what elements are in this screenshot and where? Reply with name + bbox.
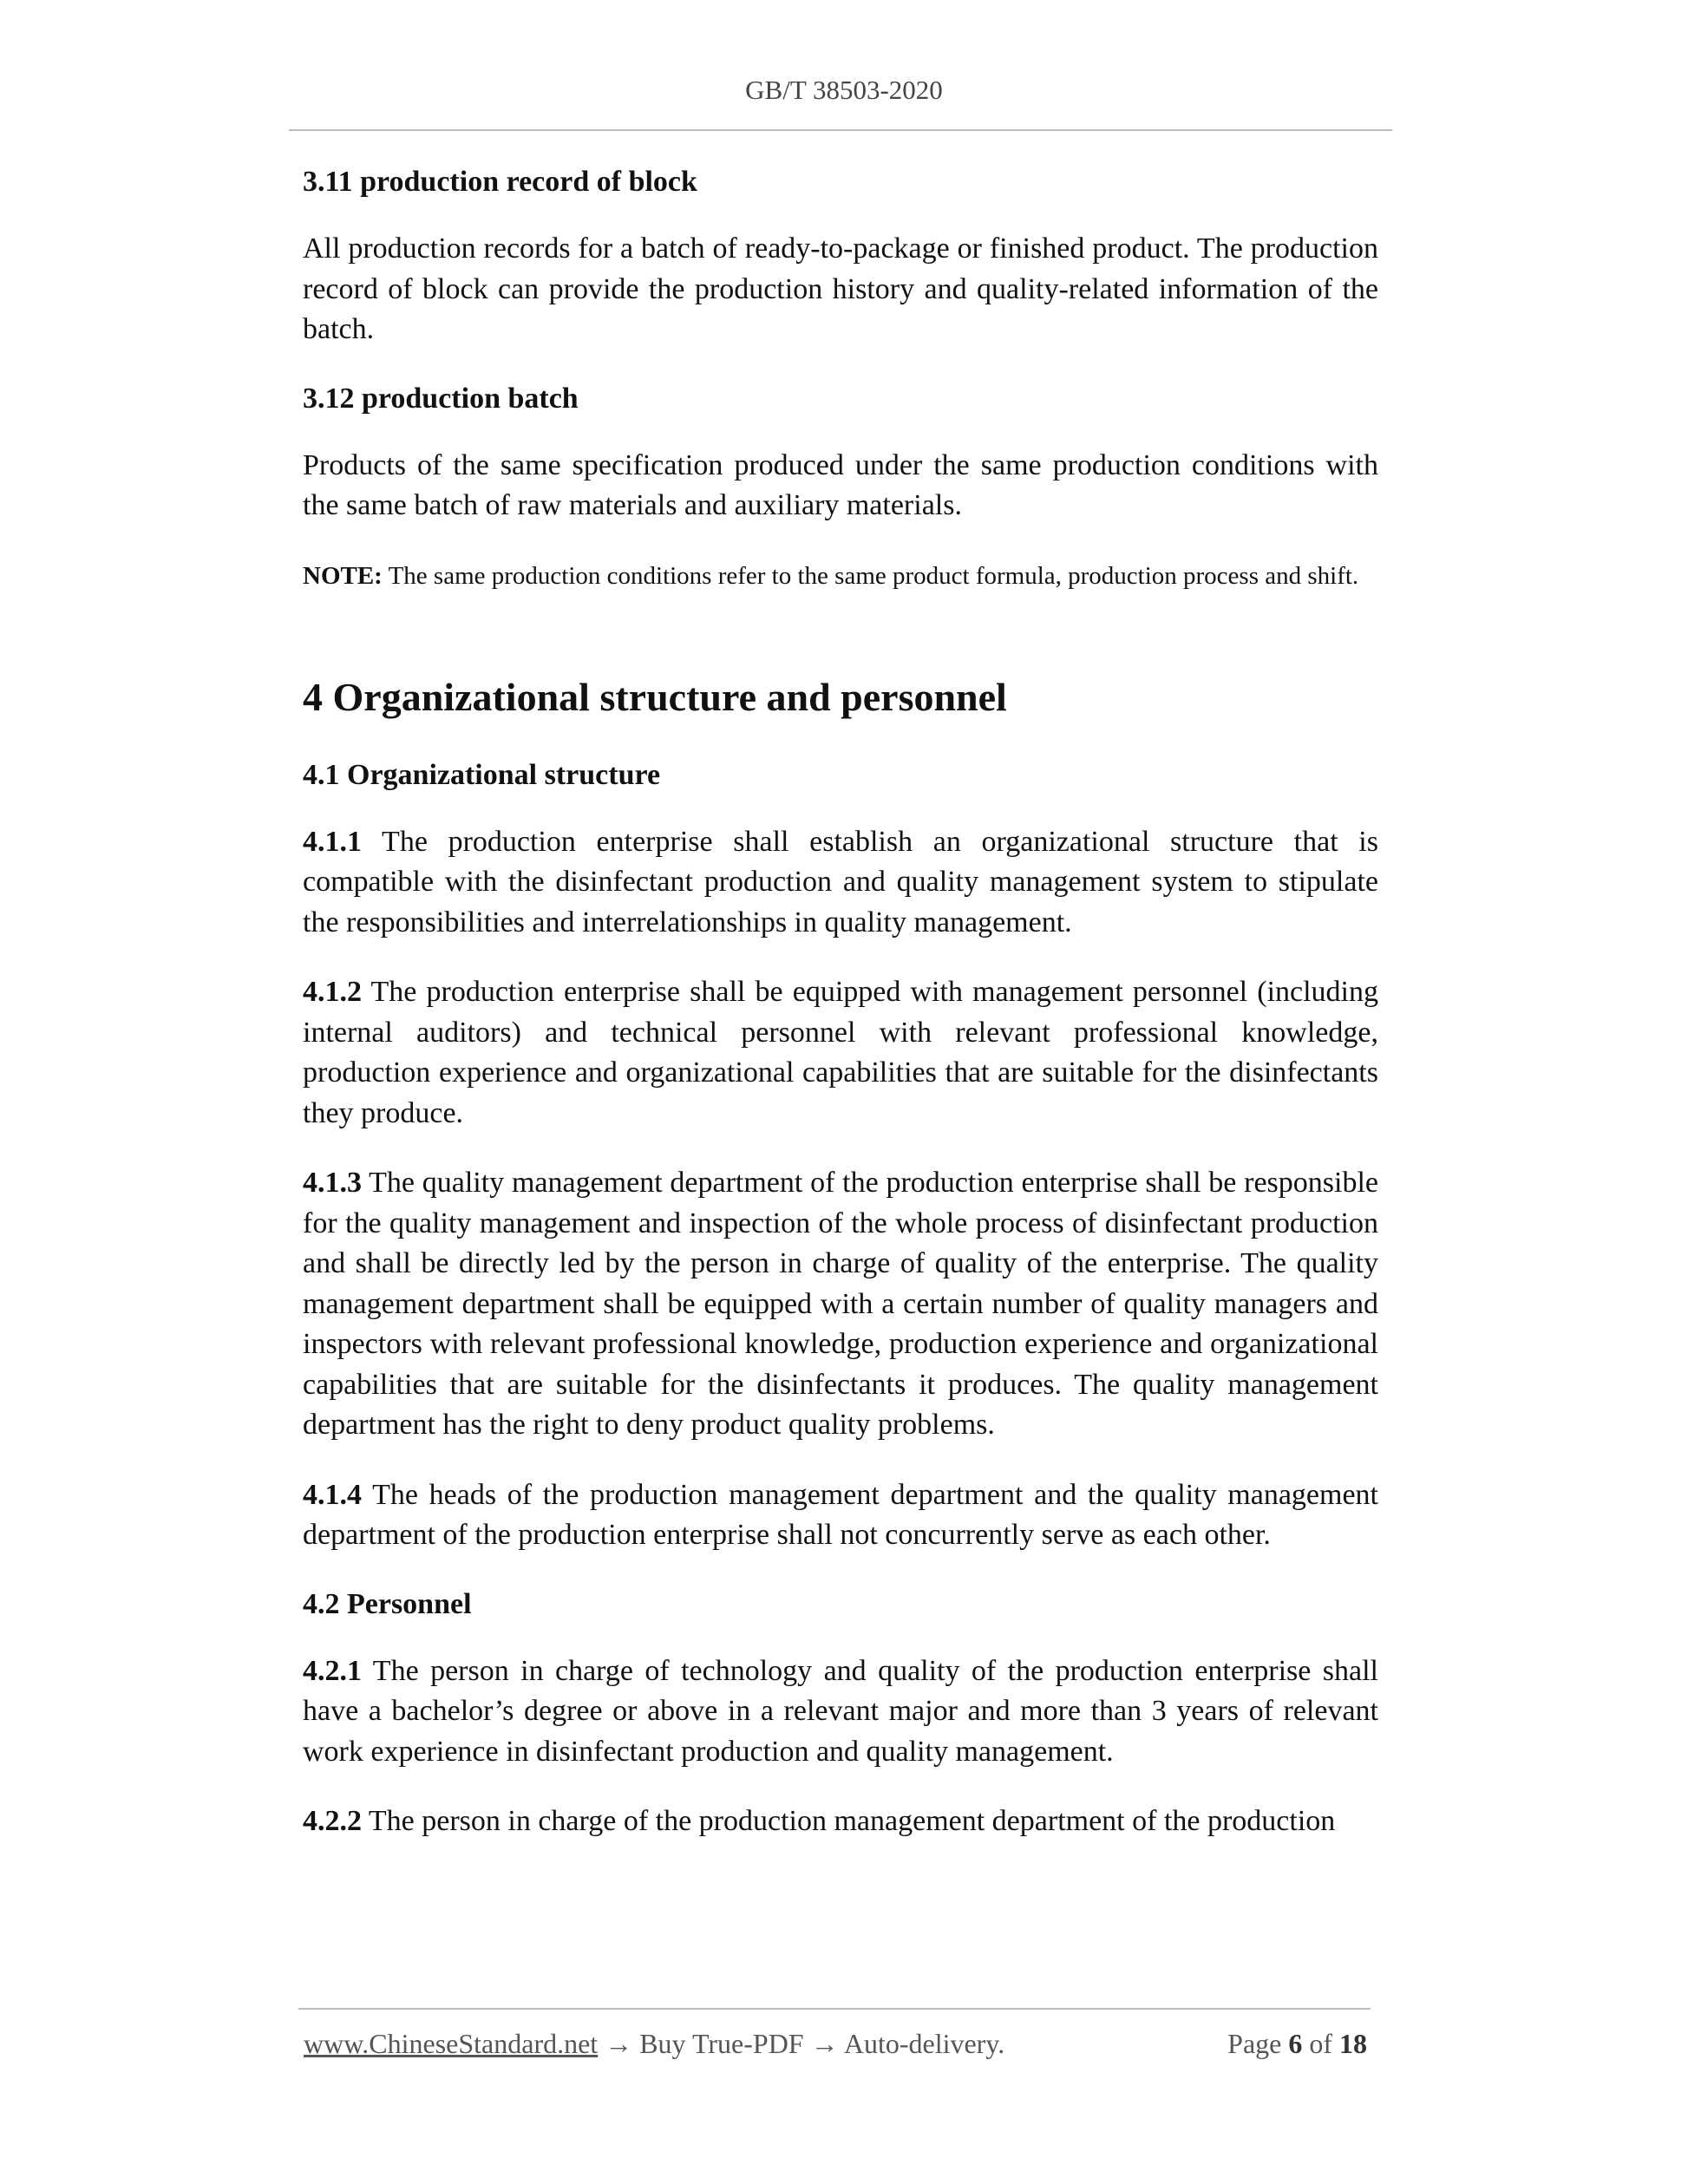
section-heading-3-11: 3.11 production record of block	[303, 166, 697, 198]
document-header: GB/T 38503-2020	[745, 75, 943, 105]
page-label: Page	[1227, 2028, 1289, 2059]
footer-rule	[298, 2008, 1371, 2010]
clause-number: 4.1.3	[303, 1167, 362, 1199]
clause-number: 4.2.1	[303, 1654, 362, 1687]
clause-text: The production enterprise shall be equipped with management personnel (including internal auditors) and technical personnel with relevant professional knowledge, production experience and organizational capabilities that are suitable for the disinfectants they produce.	[303, 976, 1378, 1129]
clause-number: 4.2.2	[303, 1805, 362, 1837]
clause-text: The heads of the production management department and the quality management department of the production enterprise shall not concurrently serve as each other.	[303, 1478, 1378, 1551]
note-3-12	[303, 556, 1378, 597]
note-label: NOTE:	[303, 561, 383, 590]
paragraph-3-11: All production records for a batch of ready-to-package or finished product. The production record of block can provide the production history and quality-related information of the batch.	[303, 232, 1378, 345]
section-heading-4-2: 4.2 Personnel	[303, 1587, 472, 1620]
paragraph-3-12: Products of the same specification produced under the same production conditions with the same batch of raw materials and auxiliary materials.	[303, 448, 1378, 521]
header-rule	[289, 129, 1392, 131]
clause-text: The production enterprise shall establish an organizational structure that is compatible with the disinfectant production and quality management system to stipulate the responsibilities and interrelationships in quality management.	[303, 825, 1378, 938]
document-body	[303, 163, 1378, 1872]
delivery-text: Auto-delivery.	[843, 2028, 1005, 2059]
clause-number: 4.1.1	[303, 825, 362, 858]
clause-text: The person in charge of the production management department of the production	[362, 1805, 1336, 1837]
chapter-heading-4: 4 Organizational structure and personnel	[303, 674, 1007, 719]
paragraph-4-2-1	[303, 1651, 1378, 1773]
paragraph-4-1-3	[303, 1163, 1378, 1446]
clause-text: The person in charge of technology and quality of the production enterprise shall have a bachelor’s degree or above in a relevant major and more than 3 years of relevant work experience in disinfectant production and quality management.	[303, 1654, 1378, 1768]
buy-text: Buy True-PDF	[639, 2028, 804, 2059]
paragraph-4-1-1	[303, 822, 1378, 944]
clause-text: The quality management department of the production enterprise shall be responsible for the quality management and inspection of the whole process of disinfectant production and shall be directly led by the person in charge of quality of the enterprise. The quality management department shall be equipped with a certain number of quality managers and inspectors with relevant professional knowledge, production experience and organizational capabilities that are suitable for the disinfectants it produces. The quality management department has the right to deny product quality problems.	[303, 1167, 1378, 1441]
paragraph-4-2-2	[303, 1801, 1378, 1842]
arrow-icon: →	[598, 2028, 640, 2059]
arrow-icon: →	[803, 2028, 844, 2059]
clause-number: 4.1.4	[303, 1478, 362, 1511]
note-text: The same production conditions refer to the same product formula, production process and shift.	[382, 561, 1359, 590]
section-heading-3-12: 3.12 production batch	[303, 382, 579, 415]
page-number: 6	[1288, 2028, 1303, 2059]
section-heading-4-1: 4.1 Organizational structure	[303, 758, 661, 791]
page-indicator	[1227, 2028, 1367, 2060]
paragraph-4-1-2	[303, 972, 1378, 1134]
of-label: of	[1302, 2028, 1339, 2059]
footer-links	[304, 2028, 1004, 2060]
website-link[interactable]: www.ChineseStandard.net	[304, 2028, 599, 2059]
clause-number: 4.1.2	[303, 976, 362, 1008]
page-total: 18	[1339, 2028, 1367, 2059]
document-footer	[304, 2028, 1367, 2068]
paragraph-4-1-4	[303, 1475, 1378, 1556]
